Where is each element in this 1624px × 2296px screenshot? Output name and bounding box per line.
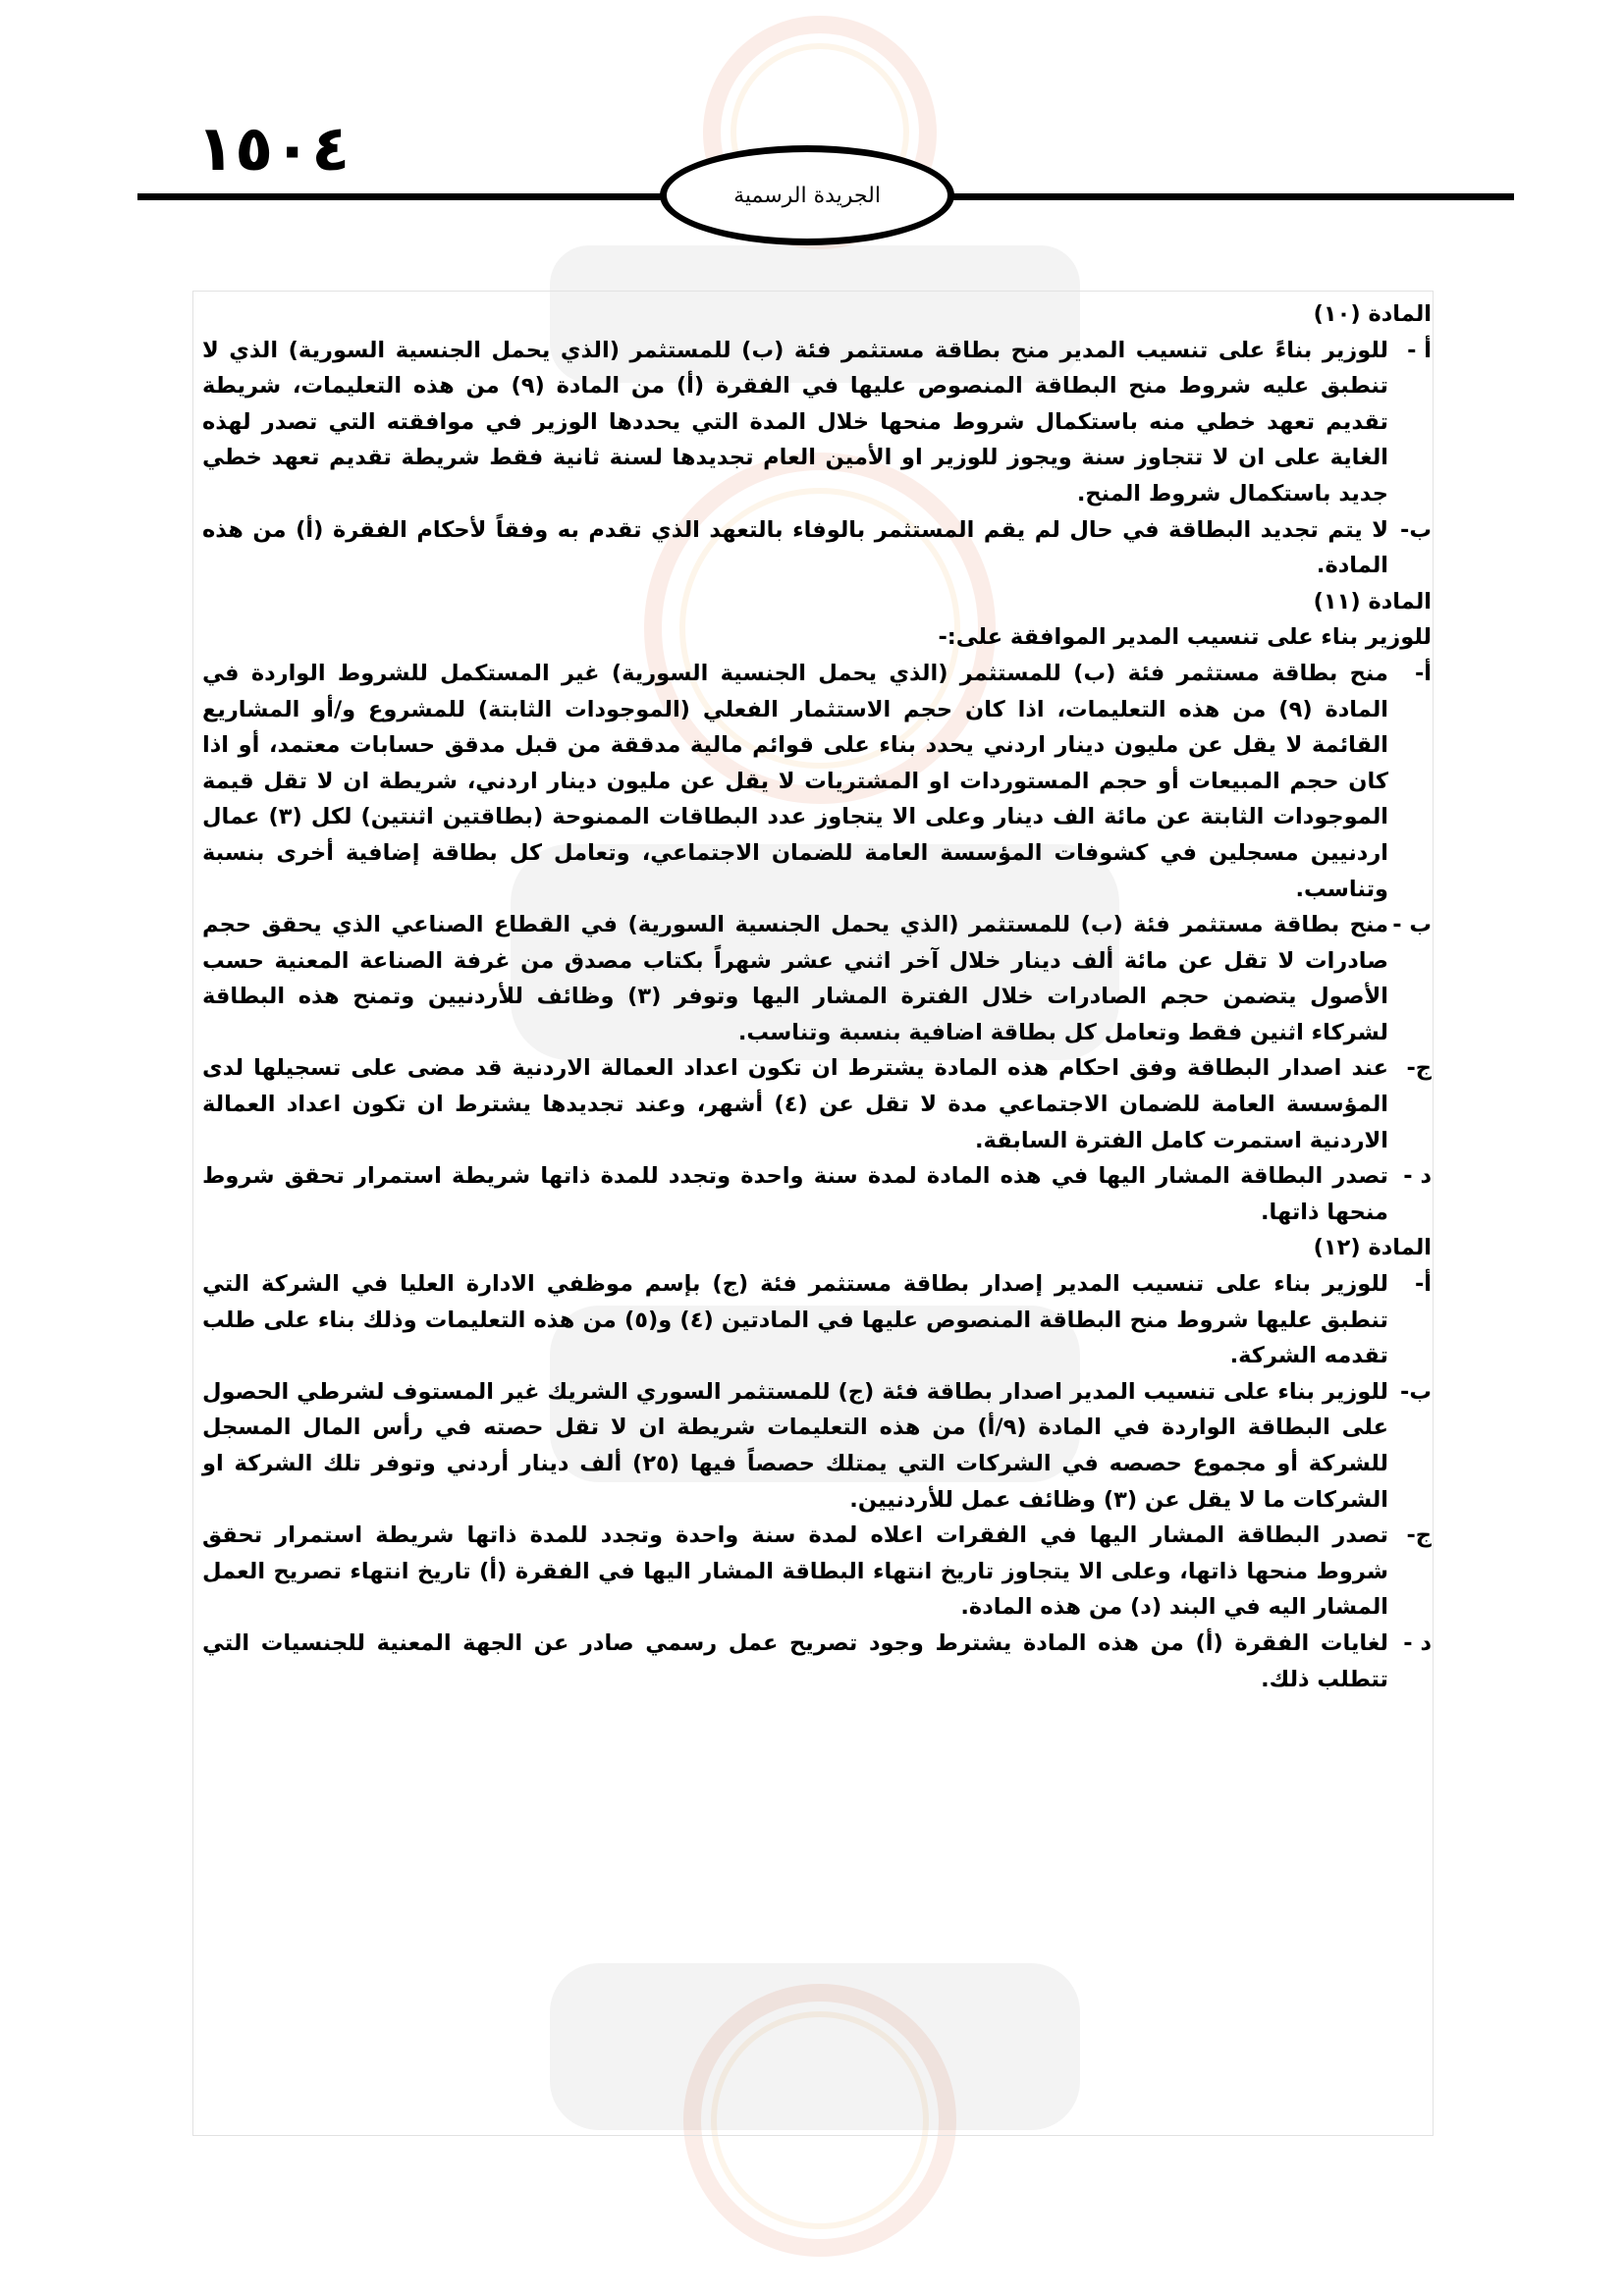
clause-text: عند اصدار البطاقة وفق احكام هذه المادة يشترط ان تكون اعداد العمالة الاردنية قد مضى على تسجيلها لدى المؤسسة العامة للضمان الاجتماعي مدة لا تقل عن (٤) أشهر، وعند تجديدها يشترط ان تكون اعداد العمالة الاردنية استمرت كامل الفترة السابقة. (202, 1055, 1389, 1153)
clause-text: للوزير بناءً على تنسيب المدير منح بطاقة مستثمر فئة (ب) للمستثمر (الذي يحمل الجنسية السورية) الذي لا تنطبق عليه شروط منح البطاقة المنصوص عليها في الفقرة (أ) من المادة (٩) من هذه التعليمات، شريطة تقديم تعهد خطي منه باستكمال شروط منحها خلال المدة التي يحددها الوزير في موافقته التي تصدر لهذه الغاية على ان لا تتجاوز سنة ويجوز للوزير او الأمين العام تجديدها لسنة ثانية فقط شريطة تقديم تعهد خطي جديد باستكمال شروط المنح. (202, 337, 1388, 507)
clause-text: تصدر البطاقة المشار اليها في الفقرات اعلاه لمدة سنة واحدة وتجدد للمدة ذاتها شريطة استمرار تحقق شروط منحها ذاتها، وعلى الا يتجاوز تاريخ انتهاء البطاقة المشار اليها في الفقرة (أ) تاريخ انتهاء تصريح العمل المشار اليه في البند (د) من هذه المادة. (202, 1522, 1388, 1621)
clause-marker: د - (1403, 1629, 1432, 1656)
clause (202, 1050, 1432, 1158)
clause (202, 656, 1432, 907)
article-title: المادة (١٢) (1313, 1235, 1432, 1261)
clause-marker: د - (1403, 1163, 1432, 1190)
article-11 (202, 584, 1432, 1231)
clause (202, 333, 1432, 512)
clause-text: منح بطاقة مستثمر فئة (ب) للمستثمر (الذي يحمل الجنسية السورية) غير المستكمل للشروط الواردة في المادة (٩) من هذه التعليمات، اذا كان حجم الاستثمار الفعلي (الموجودات الثابتة) للمشروع و/أو المشاريع القائمة لا يقل عن مليون دينار اردني يحدد بناء على قوائم مالية مدققة من قبل مدقق حسابات معتمد، أو اذا كان حجم المبيعات أو حجم المستوردات او المشتريات لا يقل عن مليون دينار اردني، شريطة ان لا تقل قيمة الموجودات الثابتة عن مائة الف دينار وعلى الا يتجاوز عدد البطاقات الممنوحة (بطاقتين اثنتين) لكل (٣) عمال اردنيين مسجلين في كشوفات المؤسسة العامة للضمان الاجتماعي، وتعامل كل بطاقة إضافية أخرى بنسبة وتناسب. (202, 660, 1389, 902)
clause (202, 1518, 1432, 1626)
article-intro: للوزير بناء على تنسيب المدير الموافقة على:- (938, 624, 1432, 651)
clause (202, 1158, 1432, 1230)
clause (202, 1374, 1432, 1518)
clause (202, 1626, 1432, 1697)
article-10 (202, 296, 1432, 584)
clause-text: لا يتم تجديد البطاقة في حال لم يقم المستثمر بالوفاء بالتعهد الذي تقدم به وفقاً لأحكام الفقرة (أ) من هذه المادة. (202, 516, 1388, 579)
clause (202, 512, 1432, 584)
clause-marker: ج- (1406, 1055, 1432, 1082)
clause-text: للوزير بناء على تنسيب المدير إصدار بطاقة مستثمر فئة (ج) بإسم موظفي الادارة العليا في الشركة التي تنطبق عليها شروط منح البطاقة المنصوص عليها في المادتين (٤) و(٥) من هذه التعليمات وذلك بناء على طلب تقدمه الشركة. (202, 1271, 1388, 1369)
clause-marker: ب - (1392, 912, 1432, 938)
clause-text: منح بطاقة مستثمر فئة (ب) للمستثمر (الذي يحمل الجنسية السورية) في القطاع الصناعي الذي يحقق حجم صادرات لا تقل عن مائة ألف دينار خلال آخر اثني عشر شهراً بكتاب مصدق من غرفة الصناعة المعنية حسب الأصول يتضمن حجم الصادرات خلال الفترة المشار اليها وتوفر (٣) وظائف للأردنيين وتمنح هذه البطاقة لشركاء اثنين فقط وتعامل كل بطاقة اضافية بنسبة وتناسب. (202, 912, 1388, 1045)
article-title: المادة (١١) (1313, 588, 1432, 614)
clause-marker: أ - (1407, 337, 1432, 363)
clause-text: لغايات الفقرة (أ) من هذه المادة يشترط وجود تصريح عمل رسمي صادر عن الجهة المعنية للجنسيات التي تتطلب ذلك. (202, 1629, 1388, 1692)
clause-marker: أ- (1414, 1271, 1432, 1298)
clause-marker: ج- (1406, 1522, 1432, 1549)
document-body (202, 296, 1432, 1697)
clause (202, 907, 1432, 1050)
gazette-title: الجريدة الرسمية (733, 183, 881, 208)
gazette-title-oval (660, 145, 954, 245)
page-number: ١٥٠٤ (196, 113, 351, 186)
clause-text: تصدر البطاقة المشار اليها في هذه المادة لمدة سنة واحدة وتجدد للمدة ذاتها شريطة استمرار تحقق شروط منحها ذاتها. (202, 1163, 1388, 1225)
clause-marker: ب- (1400, 516, 1432, 543)
clause-marker: ب- (1400, 1378, 1432, 1405)
clause-text: للوزير بناء على تنسيب المدير اصدار بطاقة فئة (ج) للمستثمر السوري الشريك غير المستوف لشرطي الحصول على البطاقة الواردة في المادة (٩/أ) من هذه التعليمات شريطة ان لا تقل حصته في رأس المال المسجل للشركة أو مجموع حصصه في الشركات التي يمتلك حصصاً فيها (٢٥) ألف دينار أردني وتوفر تلك الشركة او الشركات ما لا يقل عن (٣) وظائف عمل للأردنيين. (202, 1378, 1388, 1513)
clause-marker: أ- (1414, 660, 1432, 686)
article-12 (202, 1230, 1432, 1697)
clause (202, 1266, 1432, 1374)
article-title: المادة (١٠) (1313, 301, 1432, 327)
